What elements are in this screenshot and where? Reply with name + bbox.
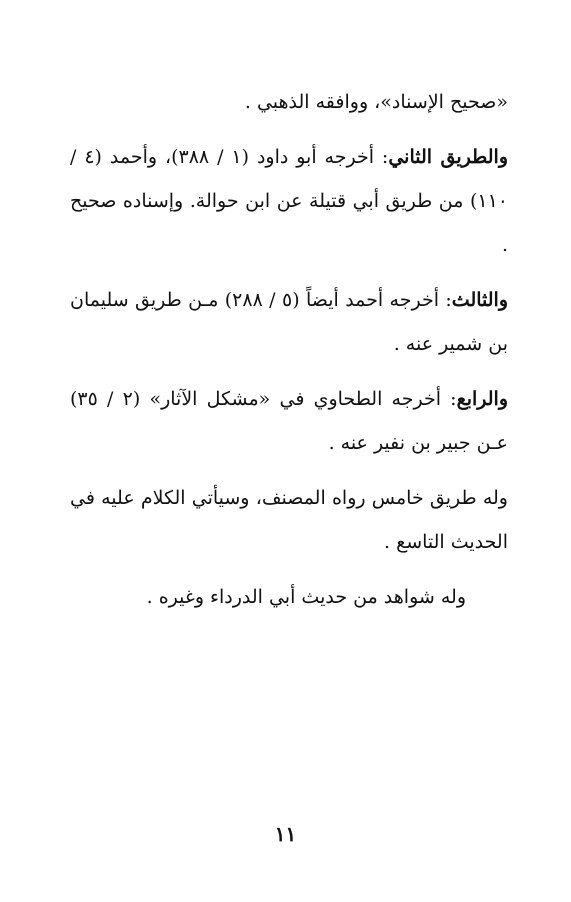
paragraph-2-heading: والطريق الثاني: [388, 146, 508, 168]
page-number: ١١: [274, 822, 297, 846]
paragraph-5-text: وله طريق خامس رواه المصنف، وسيأتي الكلام عليه في الحديث التاسع .: [70, 487, 508, 553]
paragraph-3-text: : أخرجه أحمد أيضاً (٥ / ٢٨٨) مـن طريق سليمان بن شمير عنه .: [70, 289, 508, 355]
paragraph-3: [70, 278, 508, 366]
paragraph-2: [70, 135, 508, 267]
paragraph-4-text: : أخرجه الطحاوي في «مشكل الآثار» (٢ / ٣٥) عـن جبير بن نفير عنه .: [70, 388, 508, 454]
paragraph-1: [70, 80, 508, 124]
paragraph-1-text: «صحيح الإسناد»، ووافقه الذهبي .: [244, 91, 508, 113]
paragraph-3-heading: والثالث: [451, 289, 508, 311]
paragraph-5: [70, 476, 508, 564]
paragraph-6: [70, 575, 508, 619]
body-text: [70, 80, 508, 630]
paragraph-2-text: : أخرجه أبو داود (١ / ٣٨٨)، وأحمد (٤ / ١١٠) من طريق أبي قتيلة عن ابن حوالة. وإسناده صحيح .: [70, 146, 508, 256]
paragraph-6-text: وله شواهد من حديث أبي الدرداء وغيره .: [146, 586, 466, 608]
paragraph-4: [70, 377, 508, 465]
paragraph-4-heading: والرابع: [456, 388, 508, 410]
